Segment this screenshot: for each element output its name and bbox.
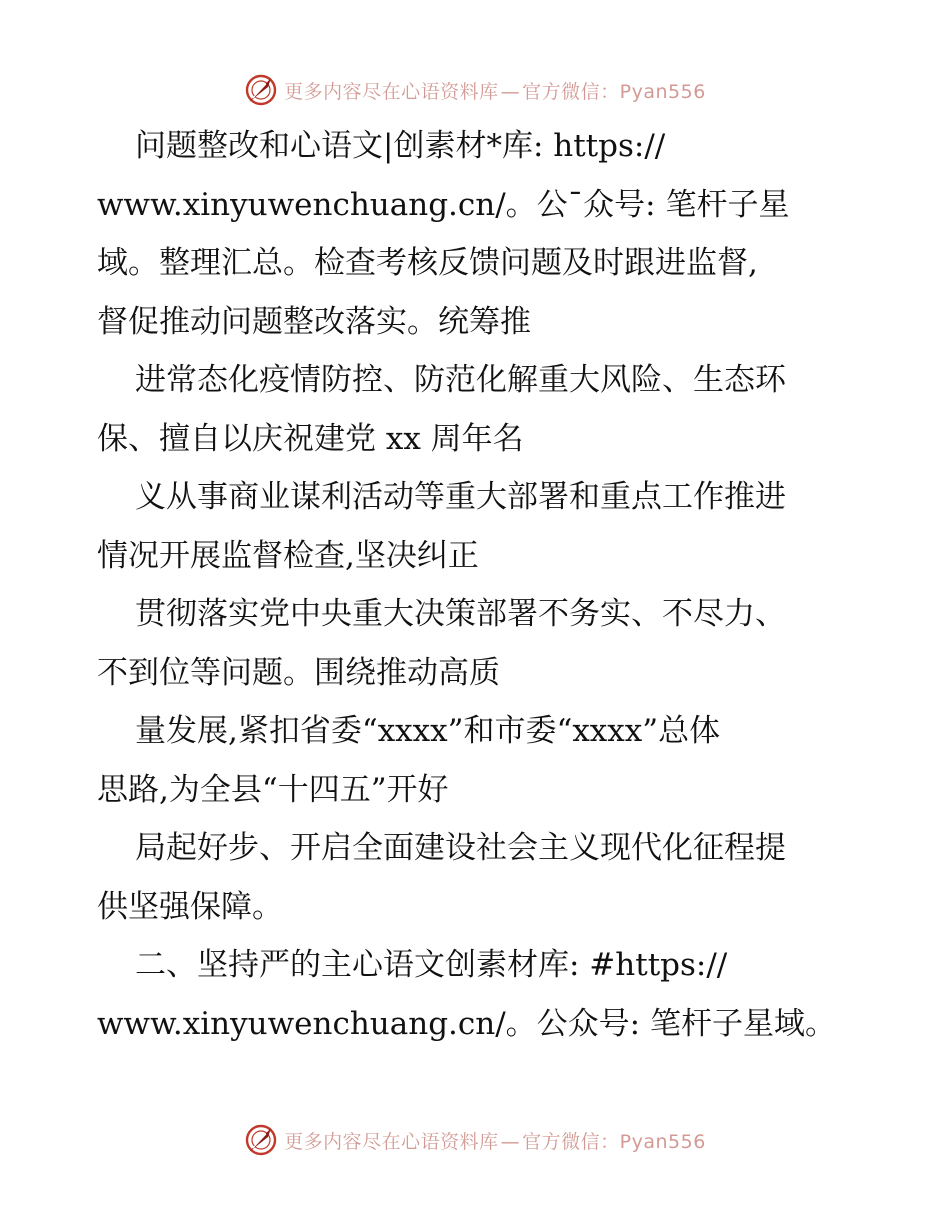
- watermark-separator: —: [500, 80, 521, 103]
- text-line: 贯彻落实党中央重大决策部署不务实、不尽力、: [135, 596, 786, 632]
- footer-watermark: [0, 1120, 950, 1160]
- text-line: 保、擅自以庆祝建党 xx 周年名: [97, 420, 524, 457]
- footer-watermark-text: [284, 1127, 706, 1154]
- quill-stamp-icon: [244, 73, 278, 107]
- watermark-contact-text: 官方微信：Pyan556: [522, 1130, 706, 1153]
- text-line: 不到位等问题。围绕推动高质: [97, 654, 500, 691]
- text-line: 义从事商业谋利活动等重大部署和重点工作推进: [135, 479, 786, 515]
- text-line: www.xinyuwenchuang.cn/。公¯众号: 笔杆子星: [97, 186, 790, 223]
- text-line: 督促推动问题整改落实。统筹推: [97, 303, 531, 340]
- document-body: [97, 117, 867, 1053]
- text-line: 局起好步、开启全面建设社会主义现代化征程提: [135, 830, 786, 866]
- header-watermark-inner: [244, 73, 706, 107]
- watermark-main-text: 更多内容尽在心语资料库: [284, 1130, 499, 1153]
- text-line: 二、坚持严的主心语文创素材库: #https://: [135, 947, 728, 983]
- watermark-main-text: 更多内容尽在心语资料库: [284, 80, 499, 103]
- text-line: 供坚强保障。: [97, 888, 283, 925]
- text-line: 域。整理汇总。检查考核反馈问题及时跟进监督,: [97, 245, 758, 281]
- header-watermark-text: [284, 77, 706, 104]
- text-line: 思路,为全县“十四五”开好: [97, 771, 449, 808]
- text-line: www.xinyuwenchuang.cn/。公众号: 笔杆子星域。: [97, 1005, 836, 1042]
- text-line: 量发展,紧扣省委“xxxx”和市委“xxxx”总体: [135, 713, 721, 749]
- watermark-contact-text: 官方微信：Pyan556: [522, 80, 706, 103]
- quill-stamp-icon: [244, 1123, 278, 1157]
- text-line: 问题整改和心语文|创素材*库: https://: [135, 128, 666, 164]
- header-watermark: [0, 70, 950, 110]
- watermark-separator: —: [500, 1130, 521, 1153]
- text-line: 进常态化疫情防控、防范化解重大风险、生态环: [135, 362, 786, 398]
- text-line: 情况开展监督检查,坚决纠正: [97, 537, 479, 574]
- footer-watermark-inner: [244, 1123, 706, 1157]
